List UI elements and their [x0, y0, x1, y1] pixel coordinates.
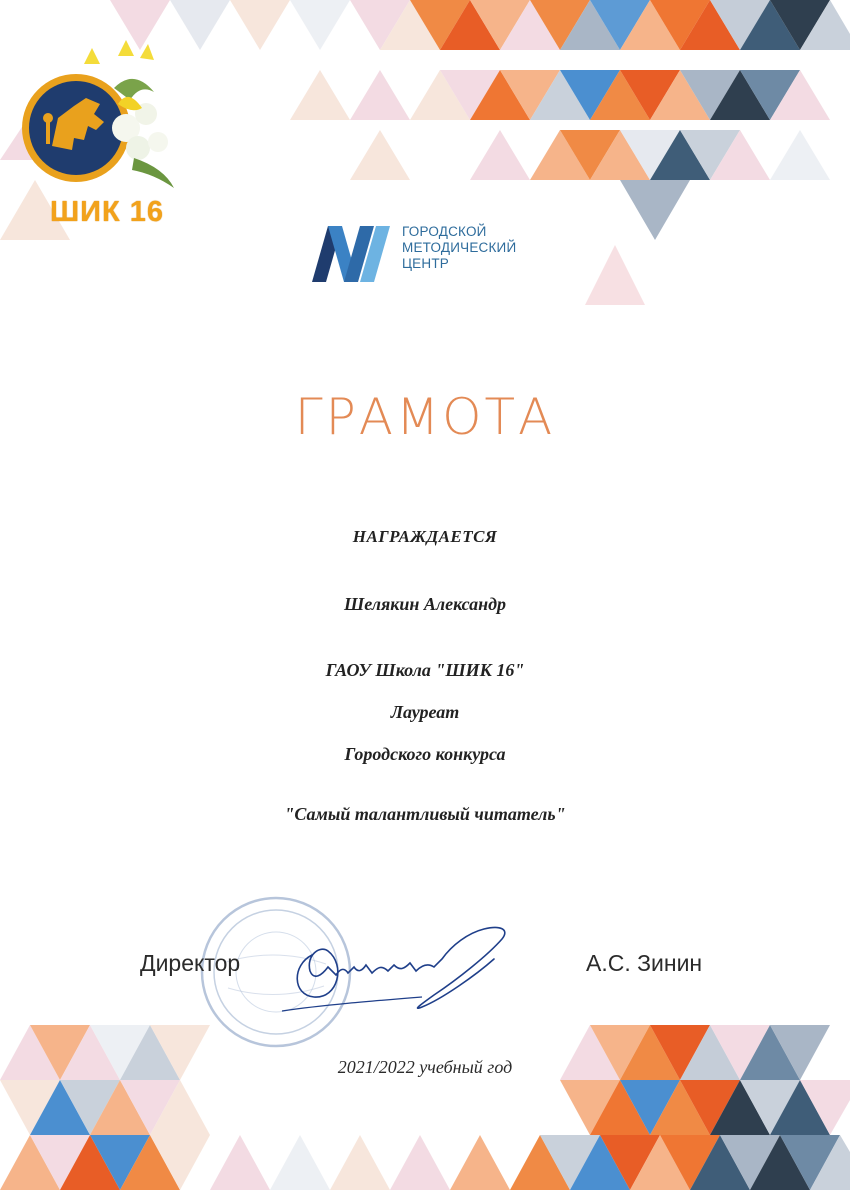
organizer-line: МЕТОДИЧЕСКИЙ [402, 240, 517, 255]
school-logo [14, 18, 184, 228]
recipient-name: Шелякин Александр [343, 594, 507, 614]
organizer-line: ГОРОДСКОЙ [402, 224, 487, 239]
organizer-name [402, 224, 562, 272]
director-label: Директор [140, 950, 241, 976]
school-line: ГАОУ Школа "ШИК 16" [325, 660, 525, 680]
contest-name: "Самый талантливый читатель" [284, 804, 566, 824]
document-title: ГРАМОТА [294, 388, 556, 446]
organizer-line: ЦЕНТР [402, 256, 449, 271]
flower-bouquet-icon [14, 18, 184, 218]
signature-icon [262, 915, 532, 1020]
award-status: Лауреат [390, 702, 460, 722]
director-name: А.С. Зинин [586, 950, 703, 976]
organizer-logo [312, 222, 552, 284]
competition-line: Городского конкурса [344, 744, 506, 764]
center-logo-mark-icon [312, 226, 394, 282]
bottom-triangle-pattern [0, 1025, 850, 1190]
awarded-label: НАГРАЖДАЕТСЯ [352, 527, 498, 546]
academic-year: 2021/2022 учебный год [337, 1057, 513, 1077]
school-badge-text: ШИК 16 [50, 196, 164, 228]
